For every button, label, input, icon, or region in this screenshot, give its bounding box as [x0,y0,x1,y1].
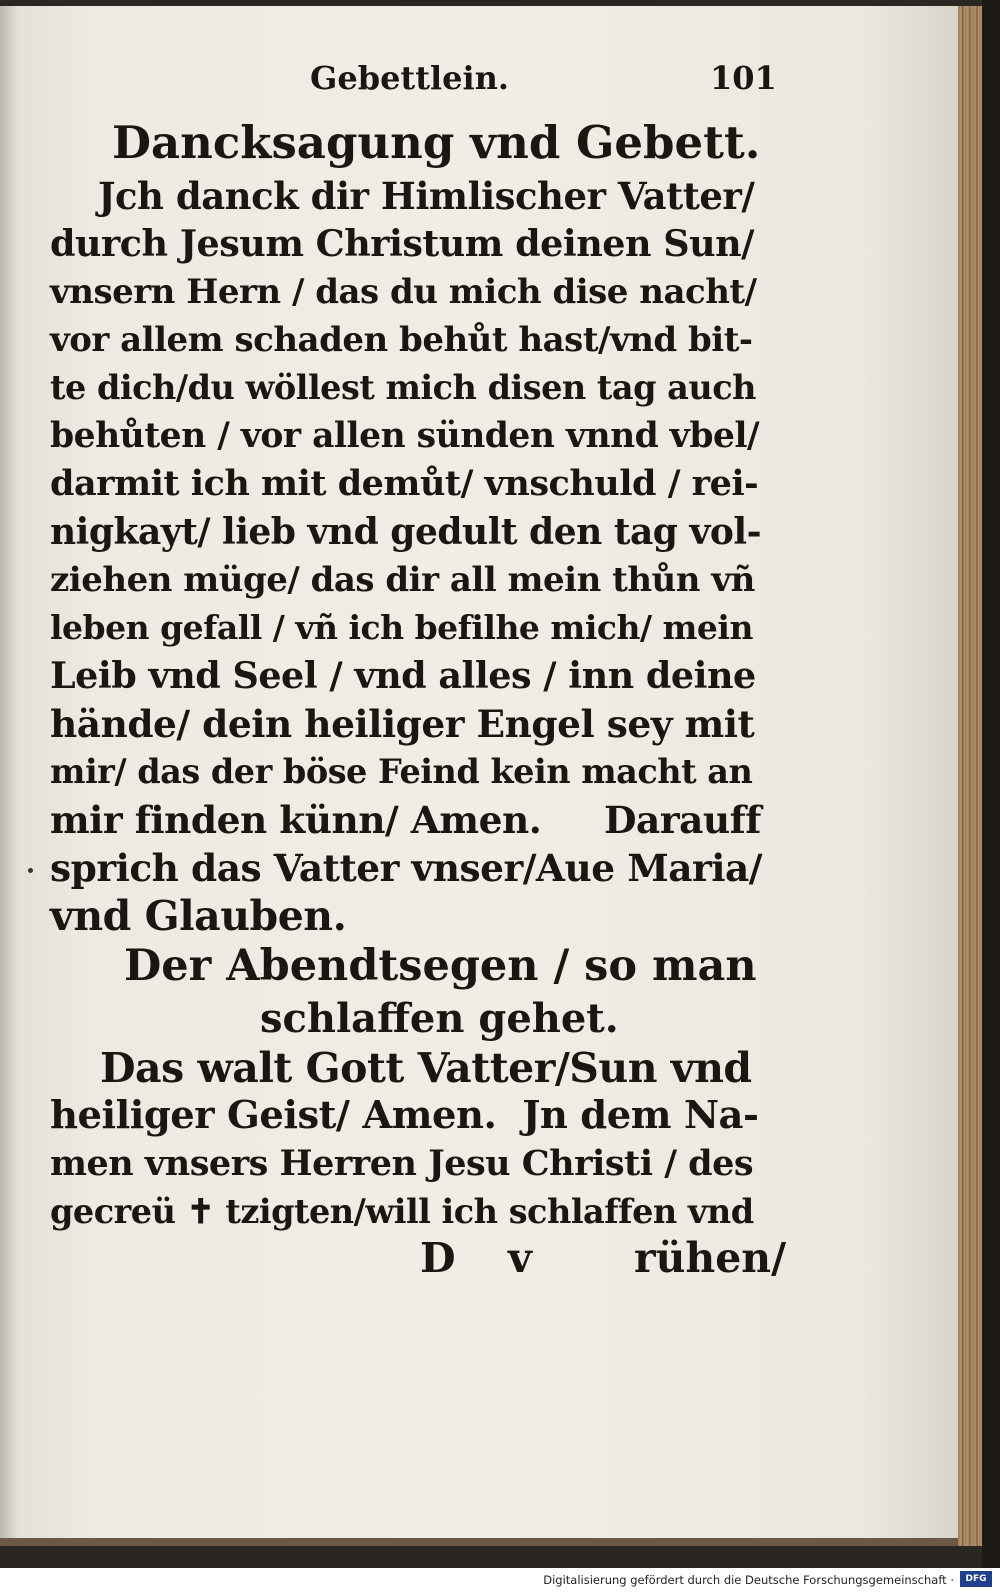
running-head: Gebettlein. [310,59,510,97]
footer-credit-text: Digitalisierung gefördert durch die Deutsche Forschungsgemeinschaft · [543,1573,954,1587]
text-line: nigkayt/ lieb vnd gedult den tag vol- [50,511,762,553]
digitization-footer [0,1568,1000,1593]
text-line: durch Jesum Christum deinen Sun/ [50,222,755,265]
text-line: mir finden künn/ Amen. Darauff [50,798,761,842]
text-line: Das walt Gott Vatter/Sun vnd [100,1044,752,1092]
text-line: heiliger Geist/ Amen. Jn dem Na- [50,1093,759,1138]
text-line: vnsern Hern / das du mich dise nacht/ [50,272,757,312]
page-edge-stack [958,6,982,1546]
text-line: gecreü ✝ tzigten/will ich schlaffen vnd [50,1192,754,1231]
text-line: hände/ dein heiliger Engel sey mit [50,702,755,746]
section-heading-prayer: Dancksagung vnd Gebett. [112,116,761,169]
text-line: Jch danck dir Himlischer Vatter/ [98,174,755,218]
text-line: behůten / vor allen sünden vnnd vbel/ [50,416,760,456]
text-line: leben gefall / vñ ich befilhe mich/ mein [50,608,753,647]
text-line: Leib vnd Seel / vnd alles / inn deine [50,654,756,697]
text-line: vor allem schaden behůt hast/vnd bit- [50,320,753,360]
text-line: mir/ das der böse Feind kein macht an [50,752,753,791]
catchword-line [50,1234,787,1282]
text-line: darmit ich mit demůt/ vnschuld / rei- [50,463,759,504]
text-line: men vnsers Herren Jesu Christi / des [50,1143,754,1184]
text-line: ziehen müge/ das dir all mein thůn vñ [50,560,755,600]
signature-sub-mark: v [508,1234,532,1282]
text-line: vnd Glauben. [50,892,347,940]
ink-speck [28,868,33,873]
text-line: te dich/du wöllest mich disen tag auch [50,368,756,407]
text-line: sprich das Vatter vnser/Aue Maria/ [50,846,762,890]
catchword: rühen/ [634,1234,787,1282]
page-number: 101 [710,59,777,97]
section-heading-evening-blessing: Der Abendtsegen / so man [124,941,757,991]
signature-mark: D [420,1234,456,1282]
book-binding [982,0,1000,1568]
section-heading-evening-blessing-line-2: schlaffen gehet. [260,995,619,1042]
dfg-logo-icon: DFG [960,1571,992,1587]
